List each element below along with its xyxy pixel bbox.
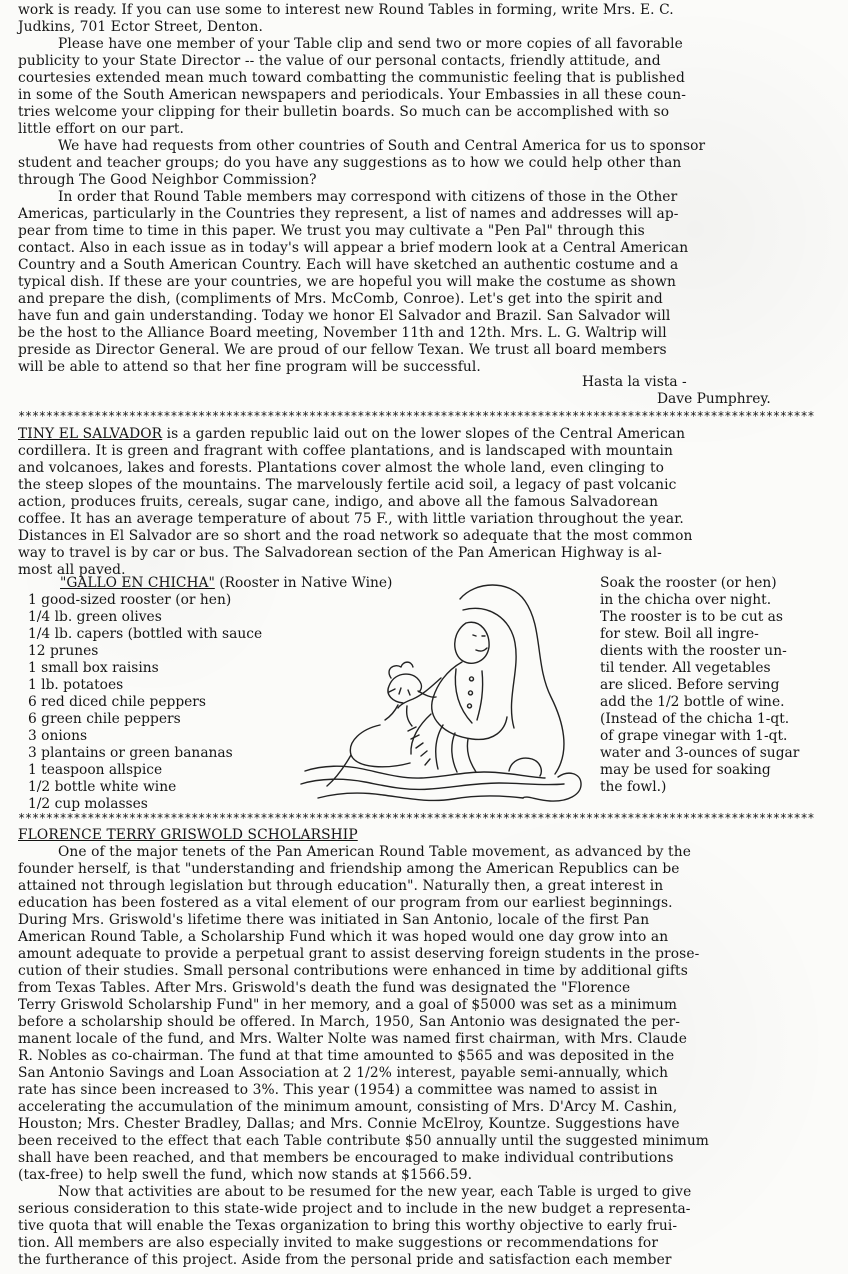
text-line: accelerating the accumulation of the minimum amount, consisting of Mrs. D'Arcy M. Cashin, [18,1099,678,1115]
text-line: Distances in El Salvador are so short and the road network so adequate that the most common [18,528,693,544]
ingredient-item: 6 green chile peppers [28,711,181,727]
ingredient-item: 1/4 lb. capers (bottled with sauce [28,626,263,642]
text-line: have fun and gain understanding. Today we honor El Salvador and Brazil. San Salvador will [18,308,671,324]
instruction-line: are sliced. Before serving [600,677,780,693]
text-line: (tax-free) to help swell the fund, which now stands at $1566.59. [18,1167,473,1183]
text-line: tion. All members are also especially invited to make suggestions or recommendations for [18,1235,659,1251]
text-line: through The Good Neighbor Commission? [18,172,317,188]
ingredient-item: 1/4 lb. green olives [28,609,162,625]
text-line: In order that Round Table members may correspond with citizens of those in the Other [58,189,678,205]
ingredient-item: 3 plantains or green bananas [28,745,233,761]
recipe-title: "GALLO EN CHICHA" [60,575,215,591]
section-divider: ******************************************************************************************************************* [18,811,815,825]
instruction-line: til tender. All vegetables [600,660,771,676]
text-line: pear from time to time in this paper. We trust you may cultivate a "Pen Pal" through this [18,223,645,239]
text-line: amount adequate to provide a perpetual grant to assist deserving foreign students in the prose- [18,946,700,962]
instruction-line: The rooster is to be cut as [600,609,783,625]
instruction-line: water and 3-ounces of sugar [600,745,800,761]
text-line: Now that activities are about to be resumed for the new year, each Table is urged to give [58,1184,692,1200]
instruction-line: may be used for soaking [600,762,771,778]
text-line: preside as Director General. We are proud of our fellow Texan. We trust all board members [18,342,667,358]
ingredient-item: 12 prunes [28,643,99,659]
text-line: During Mrs. Griswold's lifetime there was initiated in San Antonio, locale of the first Pan [18,912,650,928]
text-line: Terry Griswold Scholarship Fund" in her memory, and a goal of $5000 was set as a minimum [18,997,678,1013]
el-salvador-first-line [0,426,848,443]
text-line: Americas, particularly in the Countries they represent, a list of names and addresses will ap- [18,206,679,222]
el-salvador-first-line-text: is a garden republic laid out on the lower slopes of the Central American [162,426,686,442]
signoff-greeting: Hasta la vista - [582,374,687,390]
text-line: attained not through legislation but through education". Naturally then, a great interest in [18,878,664,894]
recipe-instructions [600,575,845,796]
text-line: contact. Also in each issue as in today's will appear a brief modern look at a Central American [18,240,689,256]
instruction-line: dients with the rooster un- [600,643,787,659]
text-line: shall have been reached, and that members be encouraged to make individual contributions [18,1150,674,1166]
text-line: way to travel is by car or bus. The Salvadorean section of the Pan American Highway is al- [18,545,662,561]
text-line: and prepare the dish, (compliments of Mrs. McComb, Conroe). Let's get into the spirit and [18,291,663,307]
text-line: in some of the South American newspapers and periodicals. Your Embassies in all these coun- [18,87,686,103]
woman-with-rooster-illustration [285,575,615,810]
instruction-line: in the chicha over night. [600,592,772,608]
instruction-line: add the 1/2 bottle of wine. [600,694,785,710]
text-line: cution of their studies. Small personal contributions were enhanced in time by additional gifts [18,963,688,979]
ingredient-item: 3 onions [28,728,88,744]
scholarship-heading-line [0,827,848,844]
text-line: little effort on our part. [18,121,185,137]
ingredient-item: 1/2 bottle white wine [28,779,177,795]
recipe-subtitle: (Rooster in Native Wine) [214,575,393,591]
signoff-name: Dave Pumphrey. [657,391,771,407]
ingredient-item: 6 red diced chile peppers [28,694,206,710]
el-salvador-section [0,426,848,579]
text-line: serious consideration to this state-wide project and to include in the new budget a representa- [18,1201,691,1217]
text-line: San Antonio Savings and Loan Association at 2 1/2% interest, payable semi-annually, which [18,1065,669,1081]
text-line: the furtherance of this project. Aside from the personal pride and satisfaction each member [18,1252,672,1268]
text-line: American Round Table, a Scholarship Fund which it was hoped would one day grow into an [18,929,669,945]
instruction-line: of grape vinegar with 1-qt. [600,728,788,744]
text-line: Judkins, 701 Ector Street, Denton. [18,19,263,35]
opening-letter-body [0,2,848,376]
el-salvador-heading: TINY EL SALVADOR [18,426,163,442]
ingredient-item: 1 teaspoon allspice [28,762,163,778]
ingredient-item: 1 small box raisins [28,660,159,676]
text-line: the steep slopes of the mountains. The marvelously fertile acid soil, a legacy of past volcanic [18,477,677,493]
ingredient-item: 1 lb. potatoes [28,677,124,693]
text-line: cordillera. It is green and fragrant with coffee plantations, and is landscaped with mountain [18,443,673,459]
text-line: One of the major tenets of the Pan American Round Table movement, as advanced by the [58,844,691,860]
text-line: manent locale of the fund, and Mrs. Walter Nolte was named first chairman, with Mrs. Claude [18,1031,687,1047]
instruction-line: the fowl.) [600,779,667,795]
instruction-line: for stew. Boil all ingre- [600,626,759,642]
scholarship-section [0,827,848,1269]
text-line: action, produces fruits, cereals, sugar cane, indigo, and above all the famous Salvadorean [18,494,659,510]
text-line: coffee. It has an average temperature of about 75 F., with little variation throughout the year. [18,511,684,527]
text-line: education has been fostered as a vital element of our program from our earliest beginnings. [18,895,673,911]
text-line: Houston; Mrs. Chester Bradley, Dallas; and Mrs. Connie McElroy, Kountze. Suggestions have [18,1116,680,1132]
text-line: tries welcome your clipping for their bulletin boards. So much can be accomplished with so [18,104,670,120]
text-line: be the host to the Alliance Board meeting, November 11th and 12th. Mrs. L. G. Waltrip will [18,325,667,341]
text-line: typical dish. If these are your countries, we are hopeful you will make the costume as shown [18,274,676,290]
text-line: will be able to attend so that her fine program will be successful. [18,359,481,375]
scholarship-heading: FLORENCE TERRY GRISWOLD SCHOLARSHIP [18,827,358,843]
text-line: We have had requests from other countries of South and Central America for us to sponsor [58,138,706,154]
text-line: work is ready. If you can use some to interest new Round Tables in forming, write Mrs. E. C. [18,2,674,18]
text-line: courtesies extended mean much toward combatting the communistic feeling that is published [18,70,685,86]
text-line: tive quota that will enable the Texas organization to bring this worthy objective to early frui- [18,1218,678,1234]
text-line: before a scholarship should be offered. In March, 1950, San Antonio was designated the per- [18,1014,680,1030]
instruction-line: (Instead of the chicha 1-qt. [600,711,790,727]
instruction-line: Soak the rooster (or hen) [600,575,777,591]
text-line: from Texas Tables. After Mrs. Griswold's death the fund was designated the "Florence [18,980,631,996]
text-line: publicity to your State Director -- the value of our personal contacts, friendly attitude, and [18,53,661,69]
text-line: and volcanoes, lakes and forests. Plantations cover almost the whole land, even clinging to [18,460,665,476]
section-divider: ******************************************************************************************************************* [18,409,815,423]
text-line: been received to the effect that each Table contribute $50 annually until the suggested minimum [18,1133,709,1149]
text-line: R. Nobles as co-chairman. The fund at that time amounted to $565 and was deposited in the [18,1048,675,1064]
ingredient-item: 1/2 cup molasses [28,796,148,812]
text-line: Please have one member of your Table clip and send two or more copies of all favorable [58,36,683,52]
ingredient-item: 1 good-sized rooster (or hen) [28,592,232,608]
text-line: founder herself, is that "understanding and friendship among the American Republics can be [18,861,680,877]
text-line: most all paved. [18,562,126,578]
text-line: rate has since been increased to 3%. This year (1954) a committee was named to assist in [18,1082,658,1098]
text-line: student and teacher groups; do you have any suggestions as to how we could help other than [18,155,682,171]
text-line: Country and a South American Country. Each will have sketched an authentic costume and a [18,257,679,273]
